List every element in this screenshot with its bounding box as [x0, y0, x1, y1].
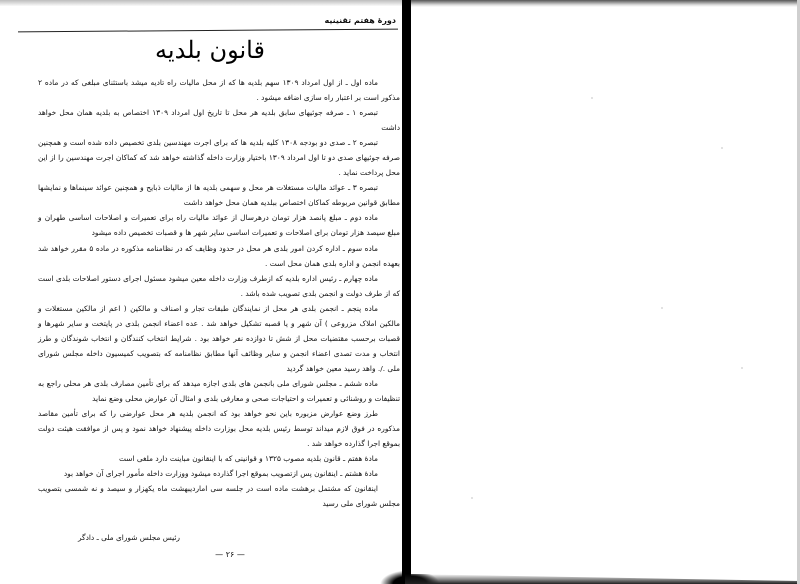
enactment-note: اینقانون که مشتمل برهشت ماده است در جلسه سی اماردیبهشت ماه یکهزار و سیصد و نه شمسی بتصویب مجلس شورای ملی رسید [38, 484, 400, 509]
article-2: ماده دوم ـ مبلغ پانصد هزار تومان درهرسال از عوائد مالیات راه برای تعمیرات و اصلاحات اساسی طهران و مبلغ سیصد هزار تومان برای اصلاحات و تعمیرات اساسی سایر شهر ها و قصبات تخصیص داده میشود [38, 213, 400, 238]
signature: رئیس مجلس شورای ملی ـ دادگر [77, 533, 180, 542]
scan-speck [591, 97, 593, 99]
scan-speck [741, 367, 743, 369]
right-page-blank [411, 7, 797, 574]
article-4: ماده چهارم ـ رئیس اداره بلدیه که ازطرف وزارت داخله معین میشود مسئول اجرای دستور اصلاحات بلدی است که از طرف دولت و انجمن بلدی تصویب شده باشد . [38, 273, 400, 298]
article-7: مادهٔ هفتم ـ قانون بلدیه مصوب ۱۳۲۵ و قوانینی که با اینقانون مباینت دارد ملغی است [119, 454, 378, 464]
article-3: ماده سوم ـ اداره کردن امور بلدی هر محل در حدود وظایف که در نظامنامه مذکوره در ماده ۵ مقرر خواهد شد بعهده انجمن و اداره بلدی همان محل است . [38, 243, 400, 268]
running-head: دورهٔ هفتم تقنینیه [324, 16, 396, 25]
scan-speck [661, 307, 663, 309]
page-number: — ۲۶ — [215, 550, 245, 559]
article-5: ماده پنجم ـ انجمن بلدی هر محل از نمایندگان طبقات تجار و اصناف و مالکین ( اعم از مالکین مستغلات و مالکین املاک مزروعی ) آن شهر و یا قصبه تشکیل خواهد شد . عده اعضاء انجمن بلدی در پایتخت و سایر شهرها و قصبات برحسب مقتضیات محل از شش تا دوازده نفر خواهد بود . شرایط انتخاب کنندگان و انتخاب شوندگان و طرز انتخاب و مدت تصدی اعضاء انجمن و سایر وظائف آنها مطابق نظامنامه که بتصویب کمیسیون داخله مجلس شورای ملی ./. واهد رسید معین خواهد گردید [38, 303, 400, 373]
scan-speck [471, 497, 473, 499]
note-3: تبصره ۳ ـ عوائد مالیات مستغلات هر محل و سهمی بلدیه ها از مالیات ذبایح و همچنین عوائد سینماها و نمایشها مطابق قوانین مربوطه کماکان اختصاص ببلدیه همان محل خواهد داشت [38, 183, 400, 208]
scan-speck [721, 147, 723, 149]
book-spine-shadow [402, 0, 411, 584]
note-2: تبصره ۲ ـ صدی دو بودجه ۱۳۰۸ کلیه بلدیه ها که برای اجرت مهندسین بلدی تخصیص داده شده است و همچنین صرفه جوئیهای صدی دو تا اول امرداد ۱۳۰۹ باختیار وزارت داخله گذاشته خواهد شد که کماکان اجرت مهندسین را از این محل پرداخت نماید . [38, 138, 400, 178]
article-6: ماده ششم ـ مجلس شورای ملی بانجمن های بلدی اجازه میدهد که برای تأمین مصارف بلدی هر محلی راجع به تنظیفات و روشنائی و تعمیرات و احتیاجات صحی و معارفی بلدی و امثال آن عوارض محلی وضع نماید [38, 378, 400, 403]
article-8: مادهٔ هشتم ـ اینقانون پس ازتصویب بموقع اجرا گذارده میشود ووزارت داخله مأمور اجرای آن خواهد بود [63, 469, 378, 479]
header-rule [18, 29, 398, 33]
law-body [38, 75, 400, 511]
scan-top-shadow [410, 0, 800, 7]
page-bottom-shadow [405, 574, 800, 584]
article-6-continued: طرز وضع عوارض مزبوره باین نحو خواهد بود که انجمن بلدیه هر محل عوارضی را که برای تأمین مقاصد مذکوره در فوق لازم میداند توسط رئیس بلدیه محل بوزارت داخله پیشنهاد خواهد نمود و پس از موافقت هیئت دولت بموقع اجرا گذارده خواهد شد . [38, 409, 400, 449]
article-1: ماده اول ـ از اول امرداد ۱۳۰۹ سهم بلدیه ها که از محل مالیات راه تادیه میشد باستثنای مبلغی که در ماده ۲ مذکور است بر اعتبار راه سازی اضافه میشود . [38, 78, 400, 103]
page-title: قانون بلدیه [155, 36, 265, 64]
note-1: تبصره ۱ ـ صرفه جوئیهای سابق بلدیه هر محل تا تاریخ اول امرداد ۱۳۰۹ اختصاص به بلدیه همان محل خواهد داشت [38, 108, 400, 133]
